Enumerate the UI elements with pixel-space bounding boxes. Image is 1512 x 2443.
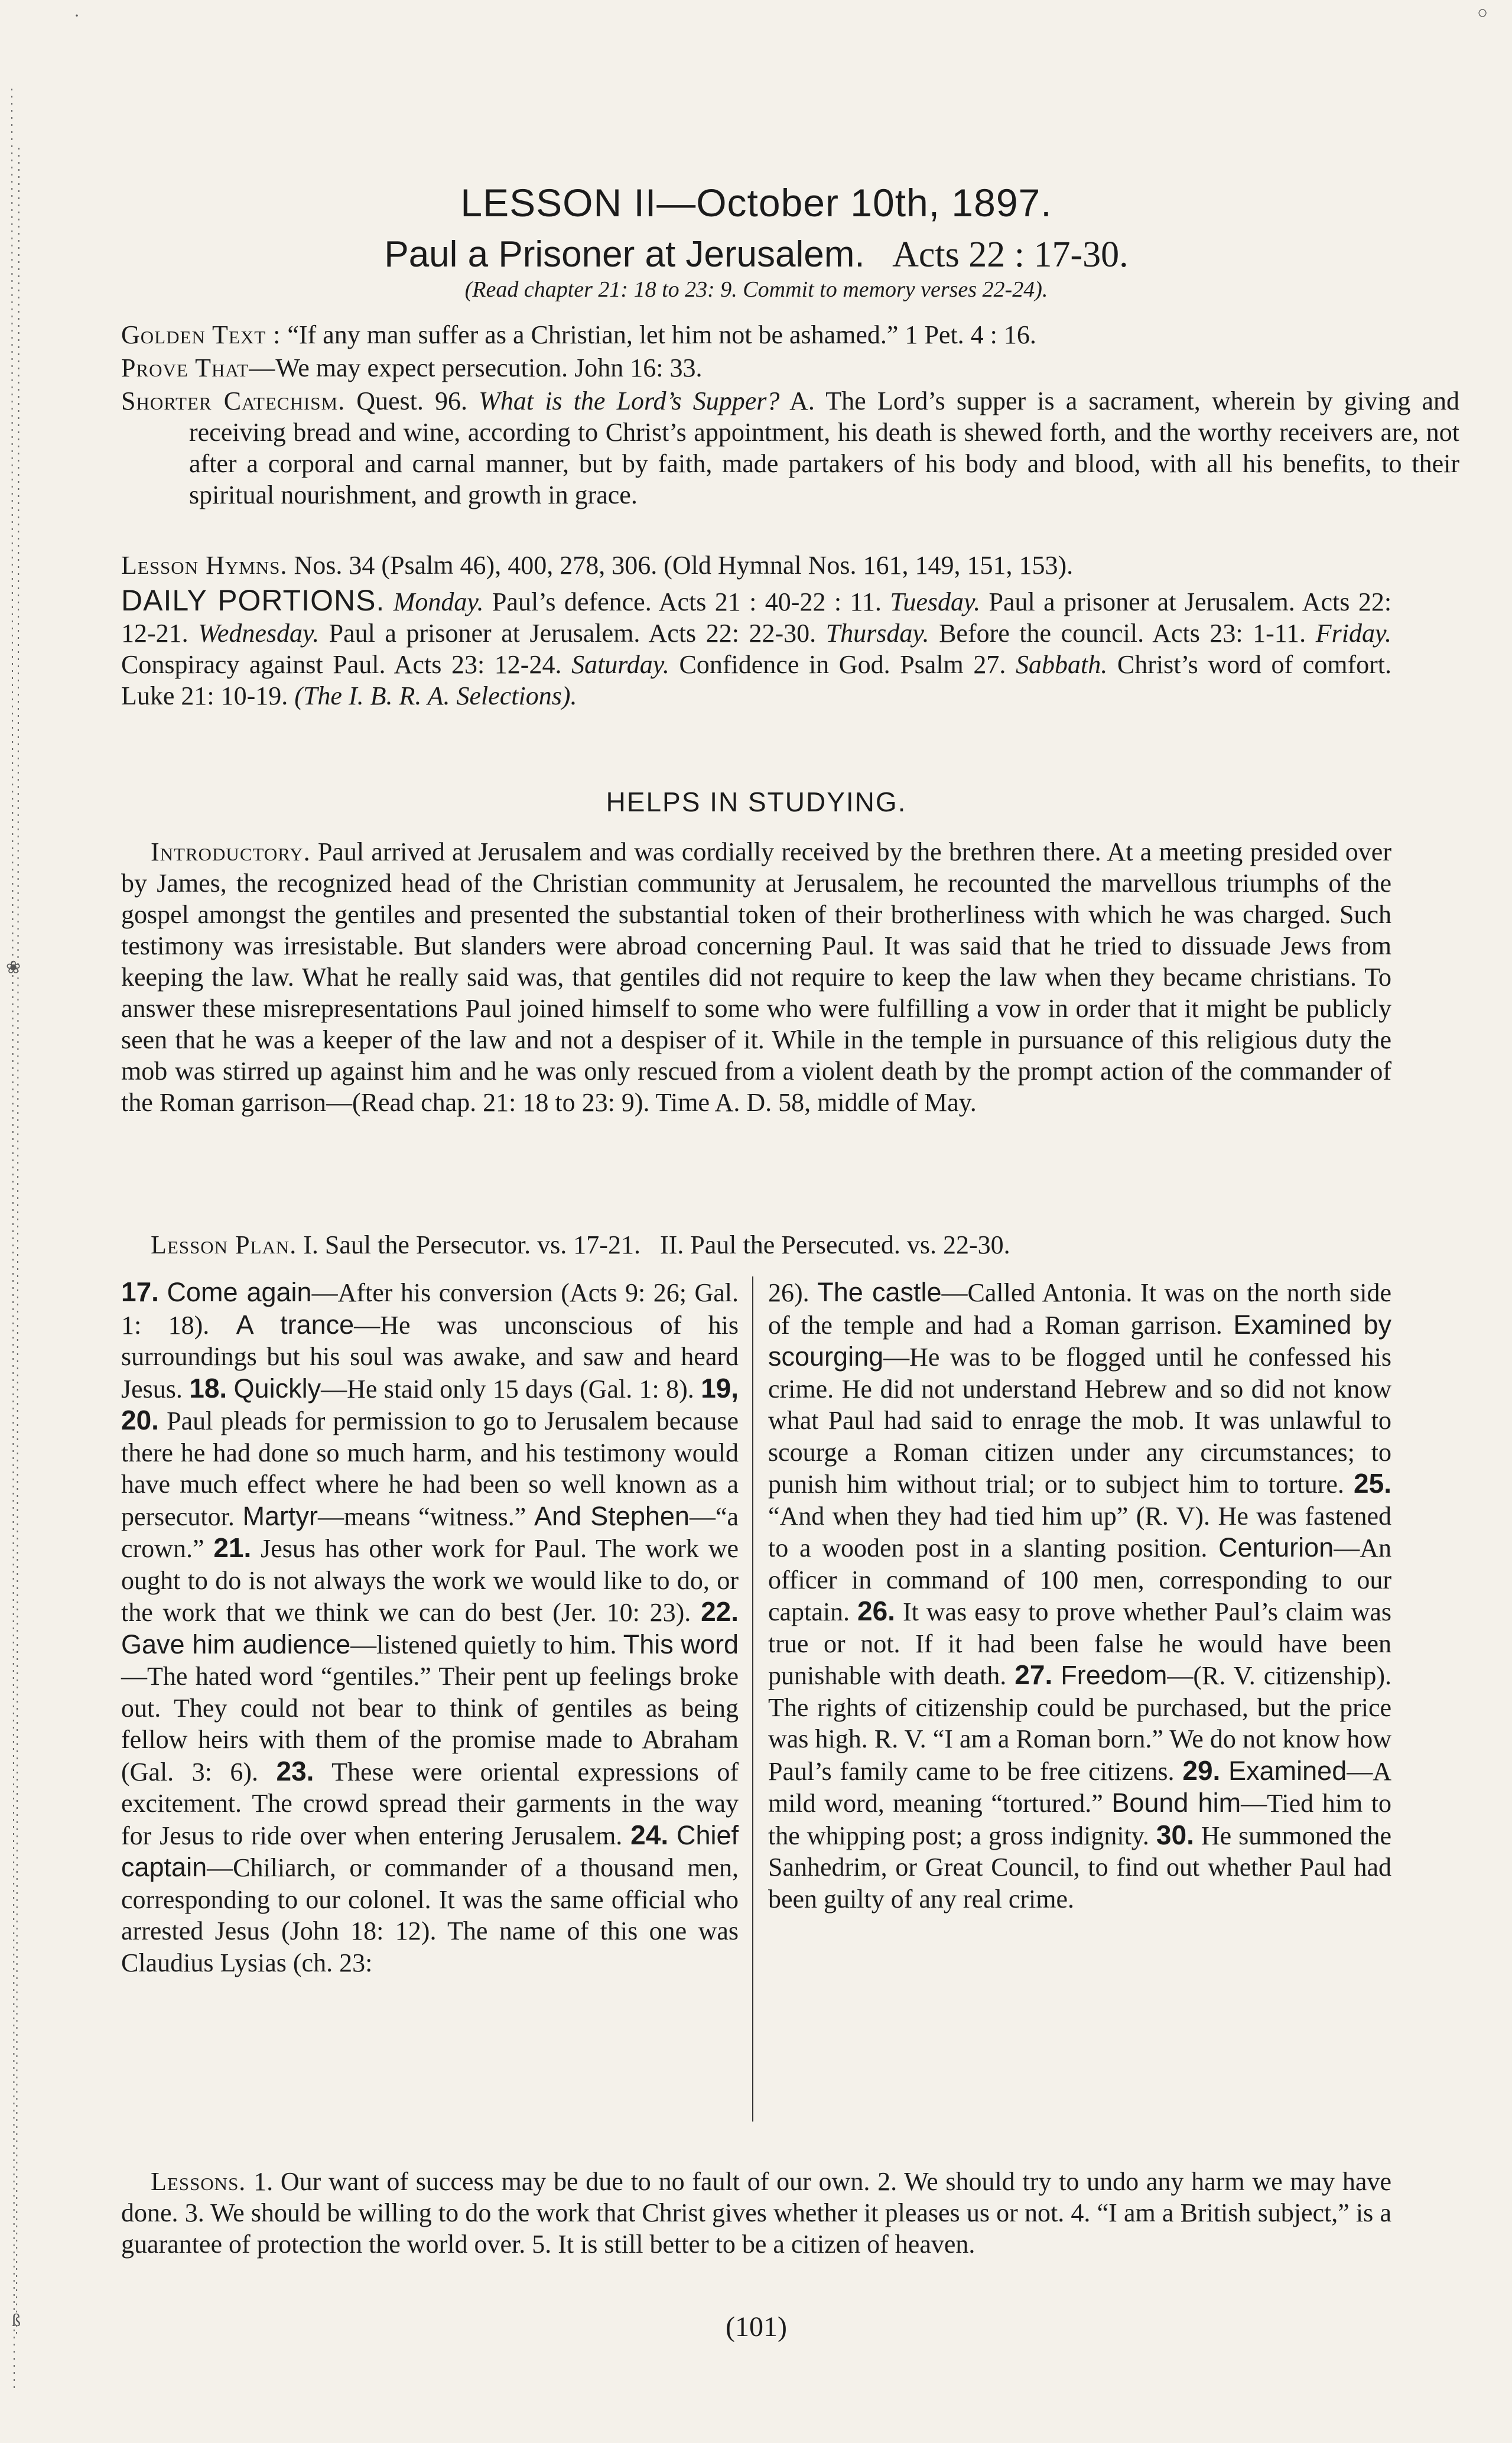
page-number: (101) (726, 2311, 787, 2343)
note-keyword: Chief captain (121, 1820, 739, 1882)
daily-day: Sabbath. (1016, 650, 1108, 679)
notes-right-column (768, 1276, 1391, 1915)
scan-edge-noise (0, 89, 27, 2393)
daily-text: Paul’s defence. Acts 21 : 40-22 : 11. (492, 587, 882, 616)
note-text: —(R. V. citizenship). The rights of citizenship could be purchased, but the price was high. R. V. “I am a Roman born.” We do not know how Paul’s family came to be free citizens. (768, 1661, 1392, 1786)
note-keyword: Freedom (1061, 1660, 1168, 1690)
verse-number: 26. (857, 1596, 895, 1626)
verse-number: 19, 20. (121, 1372, 739, 1435)
note-text: —means “witness.” (318, 1502, 526, 1531)
verse-number: 25. (1354, 1468, 1391, 1499)
note-text: —After his conversion (Acts 9: 26; Gal. 1: 18). (121, 1278, 739, 1340)
lesson-title: LESSON II—October 10th, 1897. (460, 181, 1052, 225)
daily-text: Conspiracy against Paul. Acts 23: 12-24. (121, 650, 562, 679)
note-keyword: Examined (1228, 1755, 1347, 1786)
note-text: —Called Antonia. It was on the north side of the temple and had a Roman garrison. (768, 1278, 1392, 1340)
lessons-text: 1. Our want of success may be due to no fault of our own. 2. We should try to undo any harm we may have done. 3. We should be willing to do the work that Christ gives whether it pleases us or not. 4. “I am a British subject,” is a guarantee of protection the world over. 5. It is still better to be a citizen of heaven. (121, 2167, 1391, 2259)
note-text: —An officer in command of 100 men, corresponding to our captain. (768, 1534, 1391, 1626)
note-text: —He was to be flogged until he confessed his crime. He did not understand Hebrew and so did not know what Paul had said to enrage the mob. It was unlawful to scourge a Roman citizen under any circumstances; to punish him without trial; or to subject him to torture. (768, 1343, 1391, 1499)
prove-that (121, 352, 1391, 384)
verse-number: 21. (213, 1532, 252, 1563)
daily-text: Before the council. Acts 23: 1-11. (939, 619, 1306, 648)
subtitle-ref: Acts 22 : 17-30. (892, 235, 1129, 275)
note-text: 26). (768, 1278, 809, 1307)
note-keyword: Come again (167, 1277, 312, 1307)
daily-text: Christ’s word of comfort. Luke 21: 10-19. (121, 650, 1392, 710)
note-text: —“a crown.” (121, 1502, 739, 1563)
daily-day: Tuesday. (890, 587, 981, 616)
daily-selections: (The I. B. R. A. Selections). (294, 681, 577, 710)
daily-day: Thursday. (825, 619, 929, 648)
read-note: (Read chapter 21: 18 to 23: 9. Commit to memory verses 22-24). (464, 277, 1048, 302)
catechism-question-text: What is the Lord’s Supper? (479, 386, 780, 415)
note-text: —He was unconscious of his surroundings but his soul was awake, and saw and heard Jesus. (121, 1310, 739, 1404)
daily-portions-label: DAILY PORTIONS. (121, 584, 385, 617)
daily-day: Saturday. (571, 650, 669, 679)
verse-number: 22. (701, 1596, 739, 1627)
lesson-plan (121, 1229, 1391, 1261)
golden-text-body: “If any man suffer as a Christian, let him not be ashamed.” 1 Pet. 4 : 16. (287, 320, 1036, 349)
verse-number: 30. (1156, 1819, 1194, 1850)
catechism-label: Shorter Catechism. (121, 386, 346, 415)
verse-number: 24. (630, 1819, 669, 1850)
note-text: It was easy to prove whether Paul’s claim was true or not. If it had been false he would have been punishable with death. (768, 1597, 1391, 1690)
daily-text: Paul a prisoner at Jerusalem. Acts 22: 12-21. (121, 587, 1392, 648)
lesson-plan-part1: I. Saul the Persecutor. vs. 17-21. (303, 1230, 640, 1259)
note-keyword: Bound him (1111, 1788, 1241, 1818)
note-text: These were oriental expressions of excitement. The crowd spread their garments in the way for Jesus to ride over when entering Jerusalem. (121, 1757, 739, 1850)
verse-number: 18. (189, 1372, 227, 1404)
lesson-subtitle (121, 233, 1391, 276)
verse-number: 27. (1014, 1659, 1053, 1690)
introductory-paragraph (121, 836, 1391, 1118)
daily-text: Confidence in God. Psalm 27. (679, 650, 1006, 679)
daily-day: Friday. (1315, 619, 1392, 648)
scan-speck: ○ (1477, 3, 1488, 22)
note-keyword: Gave him audience (121, 1629, 351, 1659)
note-text: —He staid only 15 days (Gal. 1: 8). (321, 1374, 694, 1404)
daily-text: Paul a prisoner at Jerusalem. Acts 22: 22-30. (329, 619, 817, 648)
golden-text (121, 319, 1391, 350)
prove-that-label: Prove That— (121, 353, 276, 382)
introductory-text: Paul arrived at Jerusalem and was cordially received by the brethren there. At a meeting presided over by James, the recognized head of the Christian community at Jerusalem, he recounted the marvellous triumphs of the gospel amongst the gentiles and presented the substantial token of their brotherliness with which he was charged. Such testimony was irresistable. But slanders were abroad concerning Paul. It was said that he tried to dissuade Jews from keeping the law. What he really said was, that gentiles did not require to keep the law when they became christians. To answer these misrepresentations Paul joined himself to some who were fulfilling a vow in order that it might be publicly seen that he was a keeper of the law and not a despiser of it. While in the temple in pursuance of this religious duty the mob was stirred up against him and he was only rescued from a violent death by the prompt action of the commander of the Roman garrison—(Read chap. 21: 18 to 23: 9). Time A. D. 58, middle of May. (121, 837, 1391, 1117)
lesson-plan-part2: II. Paul the Persecuted. vs. 22-30. (659, 1230, 1010, 1259)
lessons-paragraph (121, 2166, 1391, 2260)
catechism-answer: A. The Lord’s supper is a sacrament, wherein by giving and receiving bread and wine, according to Christ’s appointment, his death is shewed forth, and the worthy receivers are, not after a corporal and carnal manner, but by faith, made partakers of his body and blood, with all his benefits, to their spiritual nourishment, and growth in grace. (189, 386, 1459, 509)
note-text: —listened quietly to him. (350, 1630, 617, 1659)
catechism-question: Quest. 96. (356, 386, 468, 415)
note-text: He summoned the Sanhedrim, or Great Council, to find out whether Paul had been guilty of any real crime. (768, 1821, 1391, 1914)
lesson-plan-label: Lesson Plan. (151, 1230, 297, 1259)
hymns-label: Lesson Hymns. (121, 551, 288, 580)
column-divider (752, 1276, 753, 2122)
daily-portions (121, 585, 1391, 712)
notes-left-column (121, 1276, 739, 1979)
note-text: —Chiliarch, or commander of a thousand men, corresponding to our colonel. It was the same official who arrested Jesus (John 18: 12). The name of this one was Claudius Lysias (ch. 23: (121, 1853, 739, 1977)
hymns-text: Nos. 34 (Psalm 46), 400, 278, 306. (Old Hymnal Nos. 161, 149, 151, 153). (294, 551, 1074, 580)
shorter-catechism (121, 385, 1459, 511)
scan-speck: ❀ (6, 958, 21, 977)
note-text: —The hated word “gentiles.” Their pent up feelings broke out. They could not bear to think of gentiles as being fellow heirs with them of the promise made to Abraham (Gal. 3: 6). (121, 1662, 739, 1786)
note-keyword: A trance (236, 1309, 355, 1340)
note-text: Jesus has other work for Paul. The work we ought to do is not always the work we would like to do, or the work that we think we can do best (Jer. 10: 23). (121, 1534, 739, 1627)
subtitle-main: Paul a Prisoner at Jerusalem. (384, 234, 865, 275)
prove-that-body: We may expect persecution. John 16: 33. (275, 353, 703, 382)
note-text: —A mild word, meaning “tortured.” (768, 1756, 1392, 1818)
note-keyword: Examined by scourging (768, 1309, 1392, 1372)
note-keyword: Martyr (242, 1500, 318, 1531)
note-text: “And when they had tied him up” (R. V). He was fastened to a wooden post in a slanting position. (768, 1501, 1391, 1562)
note-keyword: This word (623, 1629, 739, 1659)
daily-day: Wednesday. (198, 619, 320, 648)
note-keyword: The castle (817, 1277, 942, 1307)
helps-heading: HELPS IN STUDYING. (606, 787, 907, 817)
scan-speck: · (74, 6, 80, 25)
note-text: —Tied him to the whipping post; a gross indignity. (768, 1789, 1392, 1850)
note-keyword: Quickly (233, 1373, 321, 1404)
scan-speck: ß (12, 2311, 21, 2330)
verse-number: 29. (1182, 1755, 1221, 1786)
note-keyword: And Stephen (534, 1500, 690, 1531)
golden-text-label: Golden Text : (121, 320, 281, 349)
verse-number: 17. (121, 1276, 159, 1307)
note-keyword: Centurion (1218, 1532, 1334, 1562)
verse-number: 23. (276, 1755, 314, 1786)
lesson-hymns (121, 550, 1391, 581)
note-text: Paul pleads for permission to go to Jerusalem because there he had done so much harm, and his testimony would have much effect where he had been so well known as a persecutor. (121, 1406, 739, 1531)
lessons-label: Lessons. (151, 2167, 246, 2196)
introductory-label: Introductory. (151, 837, 311, 866)
daily-day: Monday. (393, 587, 484, 616)
